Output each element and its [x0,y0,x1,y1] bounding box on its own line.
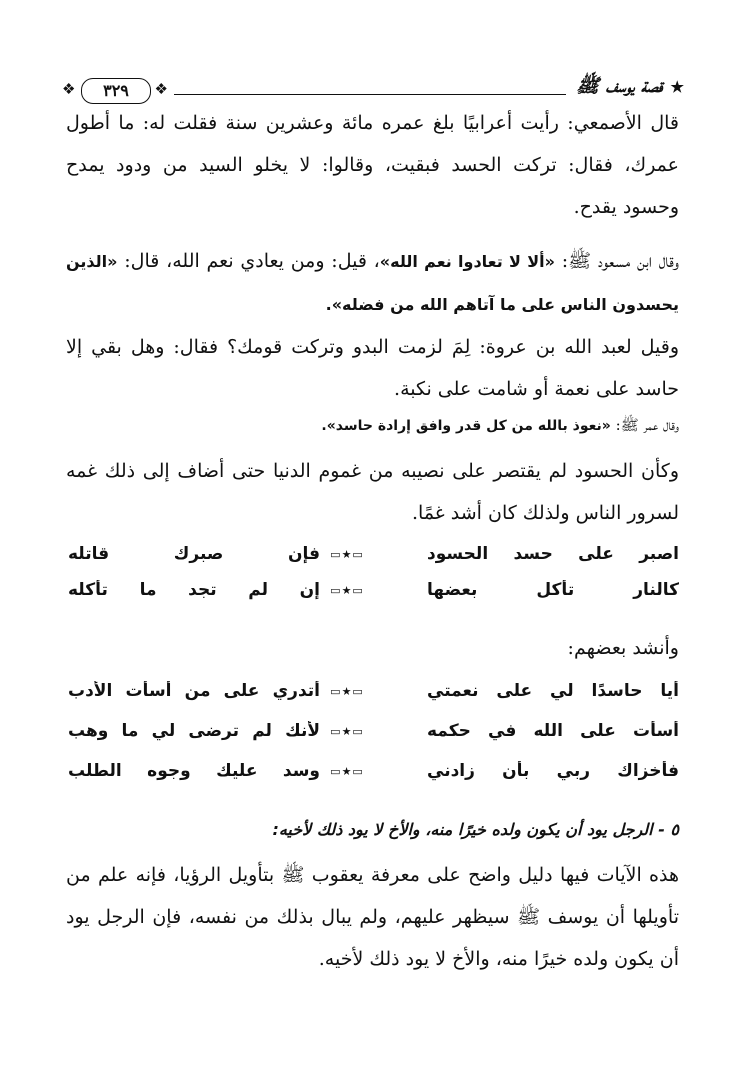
section-subheading: ٥ - الرجل يود أن يكون ولده خيرًا منه، والأخ لا يود ذلك لأخيه: [272,820,679,839]
paragraph-hasud: وكأن الحسود لم يقتصر على نصيبه من غموم الدنيا حتى أضاف إلى ذلك غمه لسرور الناس ولذلك كان أشد غمًا. [66,460,679,524]
hadith-intro: وقال ابن مسعود ﷺ: [561,250,679,272]
quote-text: «نعوذ بالله من كل قدر وافق إرادة حاسد». [321,418,611,434]
poem-verse [68,544,679,578]
paragraph-ibn-masud [66,240,679,326]
poem-verse [68,761,679,795]
header-rule [174,94,566,95]
ornament-icon: ❖ [62,80,76,98]
verse-second-hemistich: إن لم تجد ما تأكله [68,580,320,600]
poem-verse [68,580,679,614]
verse-first-hemistich: اصبر على حسد الحسود [427,544,679,564]
verse-first-hemistich: أسأت على الله في حكمه [427,721,679,741]
verse-separator-icon: ▭★▭ [330,725,364,738]
hadith-quote: «ألا لا تعادوا نعم الله» [379,252,555,271]
verse-separator-icon: ▭★▭ [330,685,364,698]
verse-second-hemistich: أتدري على من أسأت الأدب [68,681,320,701]
verse-separator-icon: ▭★▭ [330,765,364,778]
quote-intro: وقال عمر ﷺ: [615,416,679,434]
verse-first-hemistich: كالنار تأكل بعضها [427,580,679,600]
paragraph-poem-intro: وأنشد بعضهم: [567,637,679,659]
hadith-quote-2: «الذين يحسدون الناس على ما آتاهم الله من فضله». [66,252,679,314]
verse-separator-icon: ▭★▭ [330,584,364,597]
paragraph-asmai: قال الأصمعي: رأيت أعرابيًا بلغ عمره مائة وعشرين سنة فقلت له: ما أطول عمرك، فقال: تركت الحسد فبقيت، وقالوا: لا يخلو السيد من ودود يمدح وحسود يقدح. [66,112,679,218]
star-icon: ★ [670,78,684,96]
paragraph-abdullah-bin-urwa: وقيل لعبد الله بن عروة: لِمَ لزمت البدو وتركت قومك؟ فقال: وهل بقي إلا حاسد على نعمة أو شامت على نكبة. [66,336,679,400]
page-number: ٣٢٩ [81,78,151,104]
hadith-continuation: ، قيل: ومن يعادي نعم الله، قال: [124,250,380,272]
verse-second-hemistich: وسد عليك وجوه الطلب [68,761,320,781]
verse-first-hemistich: أيا حاسدًا لي على نعمتي [427,681,679,701]
verse-second-hemistich: لأنك لم ترضى لي ما وهب [68,721,320,741]
poem-verse [68,721,679,755]
paragraph-yaqub: هذه الآيات فيها دليل واضح على معرفة يعقوب ﷺ بتأويل الرؤيا، فإنه علم من تأويلها أن يوسف ﷺ سيظهر عليهم، ولم يبال بذلك من نفسه، فإن الرجل يود أن يكون ولده خيرًا منه، والأخ لا يود ذلك لأخيه. [66,864,679,970]
header-title: قصة يوسف ﷺ [576,75,663,97]
verse-first-hemistich: فأخزاك ربي بأن زادني [427,761,679,781]
ornament-icon: ❖ [154,80,168,98]
verse-separator-icon: ▭★▭ [330,548,364,561]
paragraph-umar [66,410,679,441]
poem-verse [68,681,679,715]
verse-second-hemistich: فإن صبرك قاتله [68,544,320,564]
header-title-group [576,74,684,102]
